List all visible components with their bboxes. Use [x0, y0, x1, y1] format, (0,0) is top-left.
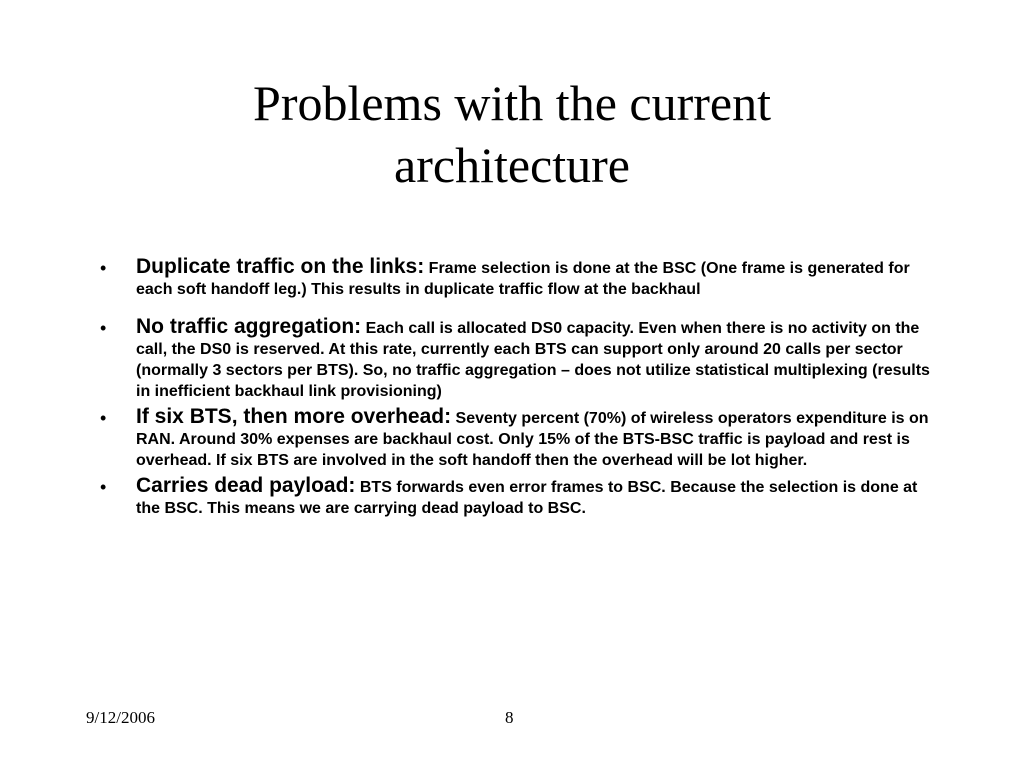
bullet-text: BTS forwards even error frames to BSC. Because the selection is done at the BSC. This means we are carrying dead payload to BSC. — [136, 479, 918, 517]
bullet-heading: No traffic aggregation: — [136, 315, 362, 338]
bullet-heading: Duplicate traffic on the links: — [136, 255, 425, 278]
bullet-text: Frame selection is done at the BSC (One frame is generated for each soft handoff leg.) This results in duplicate traffic flow at the backhaul — [136, 260, 910, 298]
bullet-item-no-aggregation — [100, 316, 945, 402]
bullet-text: Each call is allocated DS0 capacity. Even when there is no activity on the call, the DS0 is reserved. At this rate, currently each BTS can support only around 20 calls per sector (normally 3 sectors per BTS). So, no traffic aggregation – does not utilize statistical multiplexing (results in inefficient backhaul link provisioning) — [136, 320, 930, 400]
footer-date: 9/12/2006 — [86, 708, 155, 727]
slide-title-line-2: architecture — [394, 137, 630, 193]
bullet-heading: If six BTS, then more overhead: — [136, 405, 452, 428]
slide-title — [100, 72, 924, 196]
bullet-item-duplicate-traffic — [100, 256, 945, 300]
bullet-marker: • — [100, 318, 107, 338]
bullet-marker: • — [100, 477, 107, 497]
bullet-marker: • — [100, 408, 107, 428]
bullet-marker: • — [100, 258, 107, 278]
bullet-heading: Carries dead payload: — [136, 474, 356, 497]
bullet-item-six-bts-overhead — [100, 406, 945, 471]
bullet-list — [100, 256, 945, 519]
page-number: 8 — [505, 708, 514, 727]
bullet-item-dead-payload — [100, 475, 945, 519]
slide-title-line-1: Problems with the current — [253, 75, 771, 131]
bullet-text: Seventy percent (70%) of wireless operators expenditure is on RAN. Around 30% expenses are backhaul cost. Only 15% of the BTS-BSC traffic is payload and rest is overhead. If six BTS are involved in the soft handoff then the overhead will be lot higher. — [136, 410, 929, 469]
